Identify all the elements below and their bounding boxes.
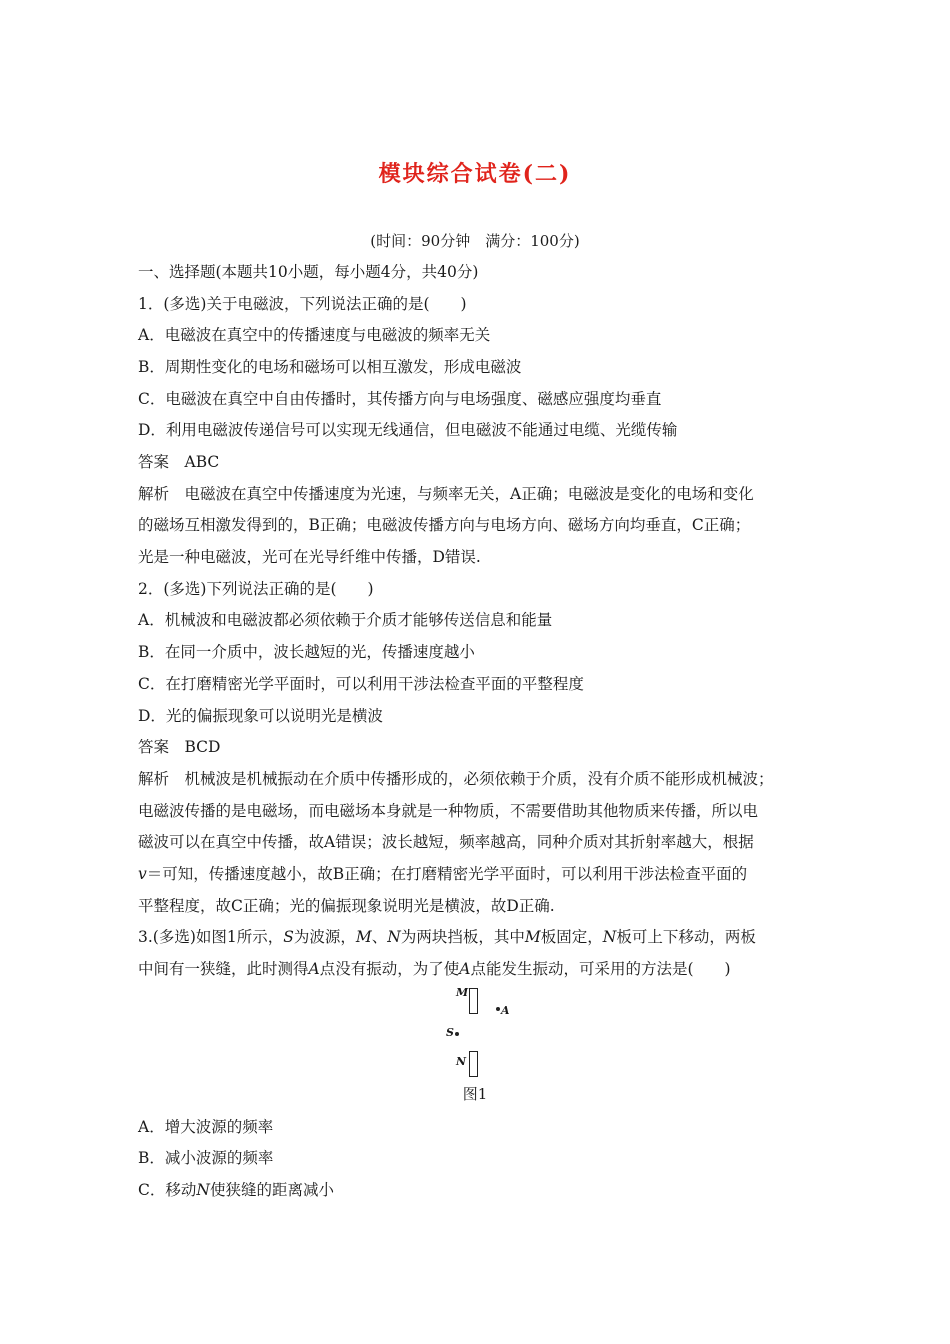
q1-option-b: B．周期性变化的电场和磁场可以相互激发，形成电磁波 — [138, 358, 522, 376]
velocity-symbol: v — [138, 865, 147, 883]
q2-option-a: A．机械波和电磁波都必须依赖于介质才能够传送信息和能量 — [138, 611, 553, 629]
q1-option-c: C．电磁波在真空中自由传播时，其传播方向与电场强度、磁感应强度均垂直 — [138, 390, 662, 408]
q3-option-c: C．移动N使狭缝的距离减小 — [138, 1181, 334, 1199]
q2-analysis-line: 磁波可以在真空中传播，故A错误；波长越短，频率越高，同种介质对其折射率越大，根据 — [138, 833, 754, 851]
q1-analysis-line: 解析 电磁波在真空中传播速度为光速，与频率无关，A正确；电磁波是变化的电场和变化 — [138, 485, 754, 503]
label-a: A — [501, 1004, 510, 1017]
plate-m — [469, 988, 478, 1014]
label-s: S — [446, 1026, 454, 1039]
q3-option-a: A．增大波源的频率 — [138, 1118, 274, 1136]
q3-stem-line-2: 中间有一狭缝，此时测得A点没有振动，为了使A点能发生振动，可采用的方法是( ) — [138, 960, 731, 978]
label-n: N — [456, 1055, 467, 1068]
q2-option-b: B．在同一介质中，波长越短的光，传播速度越小 — [138, 643, 475, 661]
point-a-dot — [496, 1007, 500, 1011]
figure-1-diagram — [440, 984, 520, 1084]
q1-answer: 答案 ABC — [138, 453, 220, 471]
q2-answer: 答案 BCD — [138, 738, 221, 756]
plate-n — [469, 1051, 478, 1077]
q3-stem-line-1: 3.(多选)如图1所示，S为波源，M、N为两块挡板，其中M板固定，N板可上下移动，两板 — [138, 928, 756, 946]
q1-analysis-line: 光是一种电磁波，光可在光导纤维中传播，D错误. — [138, 548, 481, 566]
q2-stem: 2．(多选)下列说法正确的是( ) — [138, 580, 374, 598]
q1-option-d: D．利用电磁波传递信号可以实现无线通信，但电磁波不能通过电缆、光缆传输 — [138, 421, 678, 439]
figure-caption: 图1 — [462, 1085, 488, 1103]
exam-meta: (时间：90分钟 满分：100分) — [370, 232, 580, 250]
q2-option-d: D．光的偏振现象可以说明光是横波 — [138, 707, 383, 725]
q1-analysis-line: 的磁场互相激发得到的，B正确；电磁波传播方向与电场方向、磁场方向均垂直，C正确； — [138, 516, 751, 534]
q2-analysis-line: 解析 机械波是机械振动在介质中传播形成的，必须依赖于介质，没有介质不能形成机械波； — [138, 770, 774, 788]
q1-stem: 1．(多选)关于电磁波，下列说法正确的是( ) — [138, 295, 467, 313]
q1-option-a: A．电磁波在真空中的传播速度与电磁波的频率无关 — [138, 326, 491, 344]
q3-option-b: B．减小波源的频率 — [138, 1149, 274, 1167]
source-s-dot — [455, 1032, 459, 1036]
q2-analysis-line: v＝可知，传播速度越小，故B正确；在打磨精密光学平面时，可以利用干涉法检查平面的 — [138, 865, 748, 883]
page-title: 模块综合试卷(二) — [378, 161, 572, 187]
label-m: M — [456, 986, 469, 999]
q2-option-c: C．在打磨精密光学平面时，可以利用干涉法检查平面的平整程度 — [138, 675, 584, 693]
q2-analysis-line: 电磁波传播的是电磁场，而电磁场本身就是一种物质，不需要借助其他物质来传播，所以电 — [138, 802, 759, 820]
section-heading: 一、选择题(本题共10小题，每小题4分，共40分) — [138, 263, 479, 281]
q2-analysis-line: 平整程度，故C正确；光的偏振现象说明光是横波，故D正确. — [138, 897, 555, 915]
